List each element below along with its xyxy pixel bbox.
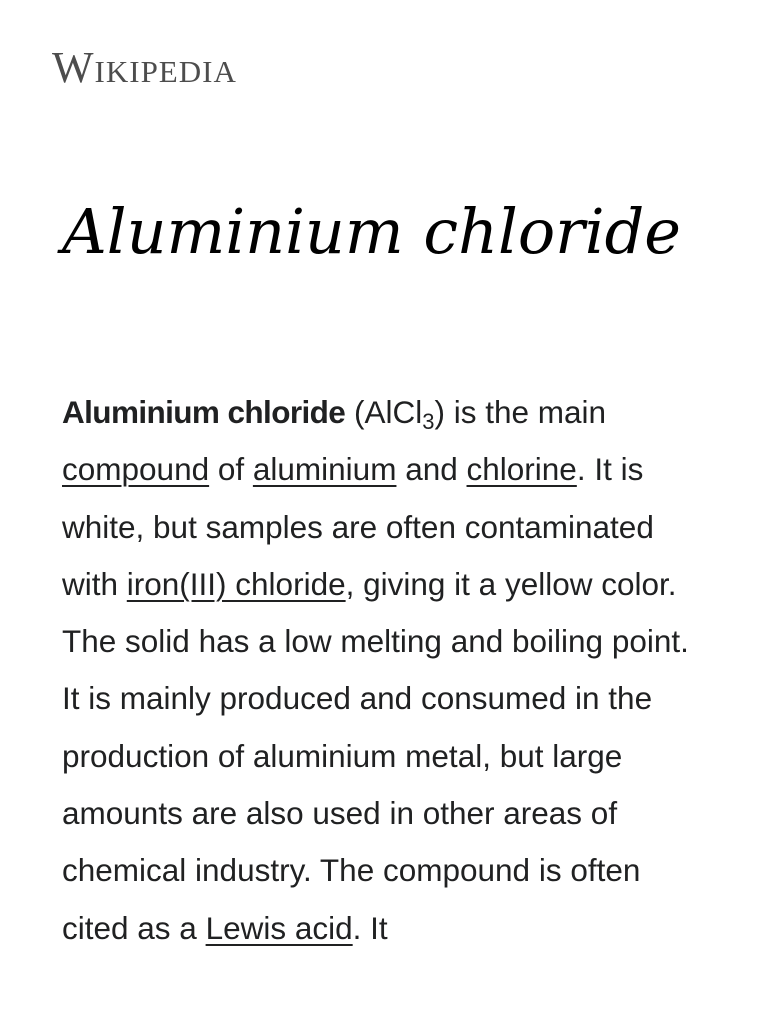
link-iron-iii-chloride[interactable]: iron(III) chloride (126, 565, 346, 602)
body-text: , giving it a yellow color. The solid has a low melting and boiling point. It is mainly produced and consumed in the production of aluminium metal, but large amounts are also used in other areas of chemical industry. The compound is often cited as a (62, 565, 689, 946)
link-aluminium[interactable]: aluminium (252, 451, 397, 488)
formula-subscript: 3 (422, 409, 435, 434)
page-title: Aluminium chloride (62, 195, 682, 268)
body-text: . It is white, but samples are often contaminated with (62, 451, 654, 602)
site-header (52, 44, 237, 92)
link-lewis-acid[interactable]: Lewis acid (205, 909, 353, 946)
formula-text: (AlCl (345, 394, 423, 430)
body-text: of (209, 451, 253, 488)
article-intro-paragraph (62, 384, 712, 957)
bold-term: Aluminium chloride (62, 394, 346, 430)
body-text: and (396, 451, 467, 488)
link-compound[interactable]: compound (62, 451, 210, 488)
wikipedia-wordmark-logo[interactable]: Wikipedia (52, 43, 237, 92)
body-text: ) is the main (434, 394, 607, 430)
link-chlorine[interactable]: chlorine (466, 451, 577, 488)
body-text: . It (352, 909, 388, 946)
